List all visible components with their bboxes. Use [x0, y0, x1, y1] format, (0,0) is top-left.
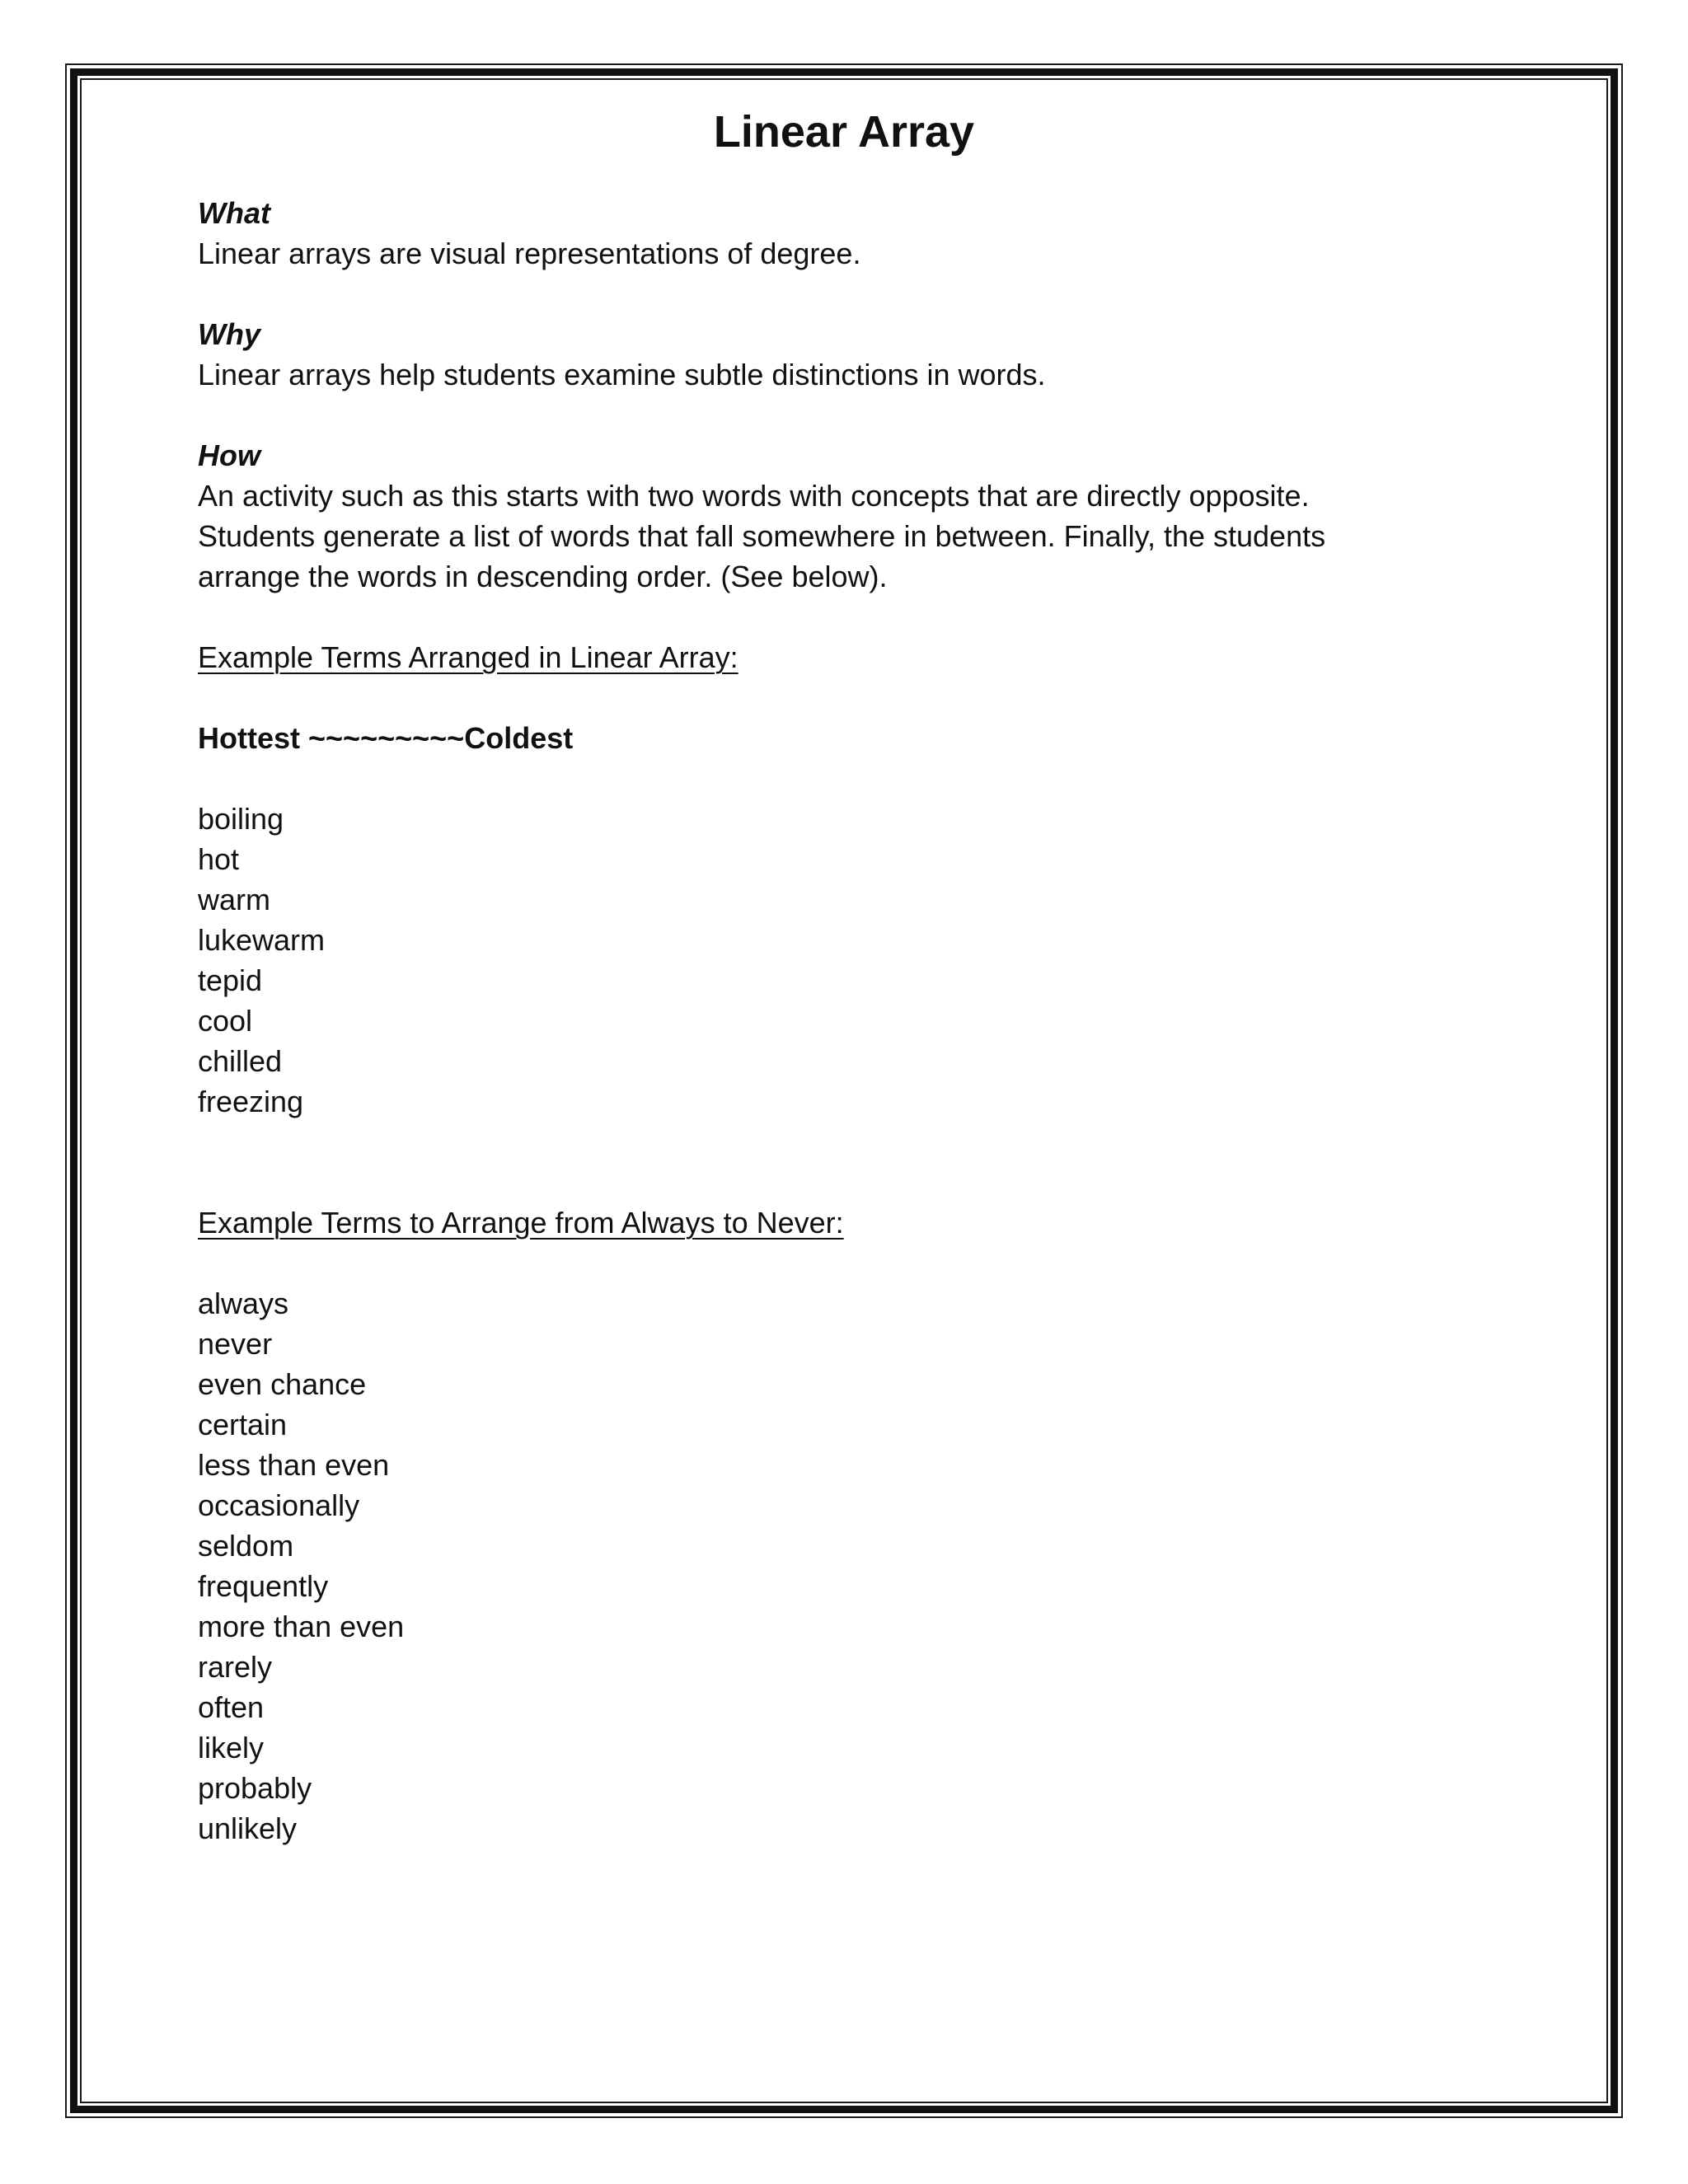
- list-item: rarely: [198, 1650, 273, 1684]
- page-title: Linear Array: [713, 107, 975, 157]
- why-text: Linear arrays help students examine subtle distinctions in words.: [198, 358, 1046, 391]
- how-text-line: arrange the words in descending order. (See below).: [198, 560, 888, 593]
- what-heading: What: [198, 196, 270, 230]
- list-item: cool: [198, 1004, 253, 1038]
- list-item: occasionally: [198, 1488, 360, 1522]
- list-item: warm: [198, 883, 270, 916]
- example1-heading: Example Terms Arranged in Linear Array:: [198, 640, 738, 674]
- what-text: Linear arrays are visual representations of degree.: [198, 237, 861, 270]
- list-item: lukewarm: [198, 923, 326, 957]
- list-item: unlikely: [198, 1811, 298, 1845]
- example2-section: [198, 1202, 1500, 1849]
- list-item: chilled: [198, 1044, 283, 1078]
- how-section: [198, 435, 1500, 597]
- list-item: boiling: [198, 802, 284, 836]
- document-body: [198, 99, 1500, 1849]
- how-text-line: An activity such as this starts with two words with concepts that are directly opposite.: [198, 479, 1310, 513]
- how-text-line: Students generate a list of words that fall somewhere in between. Finally, the students: [198, 519, 1326, 553]
- what-section: [198, 193, 1500, 274]
- list-item: certain: [198, 1408, 288, 1441]
- example2-term-list: [198, 1283, 1500, 1849]
- list-item: probably: [198, 1771, 312, 1805]
- list-item: never: [198, 1327, 273, 1361]
- scale-label: Hottest ~~~~~~~~~Coldest: [198, 721, 574, 755]
- list-item: even chance: [198, 1367, 367, 1401]
- example2-heading: Example Terms to Arrange from Always to Never:: [198, 1206, 844, 1240]
- why-heading: Why: [198, 317, 260, 351]
- example1-term-list: [198, 799, 1500, 1122]
- list-item: likely: [198, 1731, 265, 1765]
- example1-section: [198, 637, 1500, 1122]
- list-item: seldom: [198, 1529, 294, 1563]
- why-section: [198, 314, 1500, 395]
- list-item: tepid: [198, 963, 263, 997]
- list-item: more than even: [198, 1610, 405, 1643]
- list-item: often: [198, 1690, 265, 1724]
- list-item: always: [198, 1286, 289, 1320]
- list-item: freezing: [198, 1085, 304, 1118]
- list-item: frequently: [198, 1569, 329, 1603]
- list-item: less than even: [198, 1448, 390, 1482]
- list-item: hot: [198, 842, 240, 876]
- how-heading: How: [198, 438, 260, 472]
